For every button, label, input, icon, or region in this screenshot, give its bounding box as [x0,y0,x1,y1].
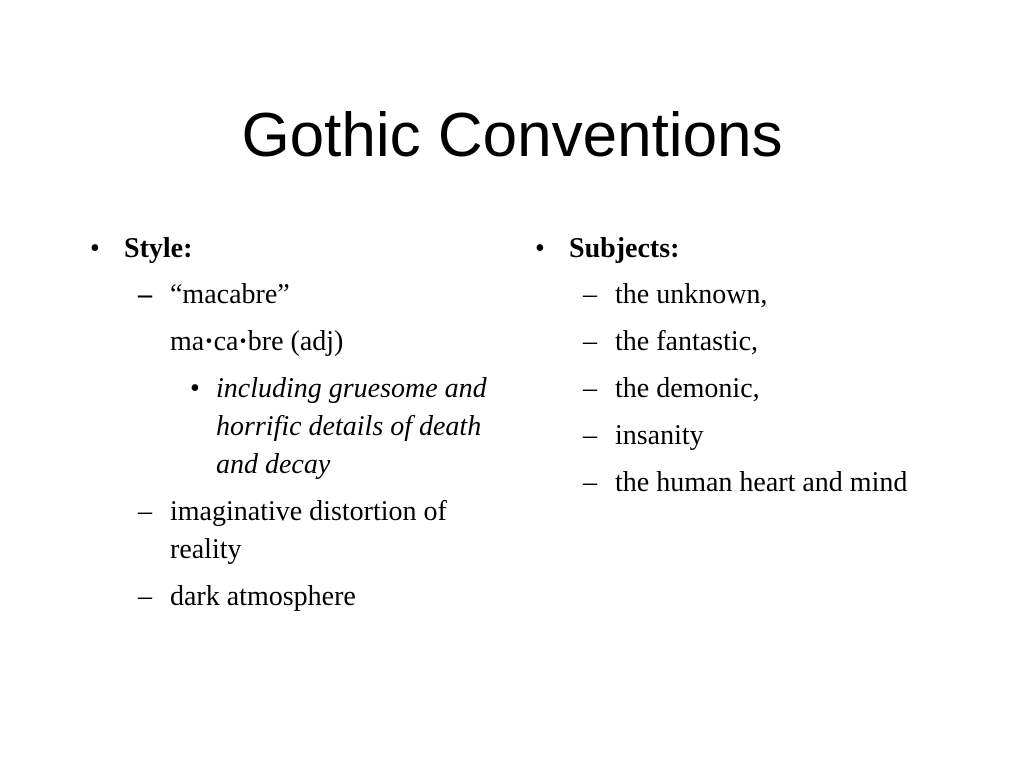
dash-icon: – [138,496,152,527]
subject-label: the unknown, [615,279,768,310]
bullet-icon: • [90,233,100,264]
subject-item [535,276,975,314]
left-column [90,230,490,625]
subject-label: the human heart and mind [615,467,908,498]
style-heading-label: Style: [124,233,193,264]
subject-item [535,370,975,408]
distortion-label: imaginative distortion of reality [170,496,447,565]
pron-part-3: bre (adj) [247,326,344,357]
syllable-dot: · [204,326,214,357]
subject-label: the fantastic, [615,326,759,357]
bullet-icon: • [535,233,545,264]
dash-icon: – [583,373,597,404]
subject-item [535,417,975,455]
macabre-item [90,276,490,314]
subjects-heading [535,230,975,268]
atmosphere-label: dark atmosphere [170,581,356,612]
bullet-icon: • [190,373,200,404]
macabre-label: “macabre” [170,279,290,310]
distortion-item [90,493,490,569]
atmosphere-item [90,578,490,616]
dash-icon: – [138,279,152,310]
slide-title: Gothic Conventions [241,101,783,170]
pron-part-2: ca [213,326,239,357]
dash-icon: – [583,326,597,357]
dash-icon: – [583,279,597,310]
syllable-dot: · [238,326,248,357]
dash-icon: – [583,420,597,451]
macabre-pronunciation [90,323,490,361]
subject-item [535,464,975,502]
subjects-heading-label: Subjects: [569,233,680,264]
style-heading [90,230,490,268]
dash-icon: – [583,467,597,498]
dash-icon: – [138,581,152,612]
subject-label: the demonic, [615,373,760,404]
pron-part-1: ma [170,326,205,357]
macabre-meaning-text: including gruesome and horrific details of death and decay [216,373,487,480]
subject-label: insanity [615,420,704,451]
right-column [535,230,975,511]
macabre-meaning [90,370,490,484]
subject-item [535,323,975,361]
